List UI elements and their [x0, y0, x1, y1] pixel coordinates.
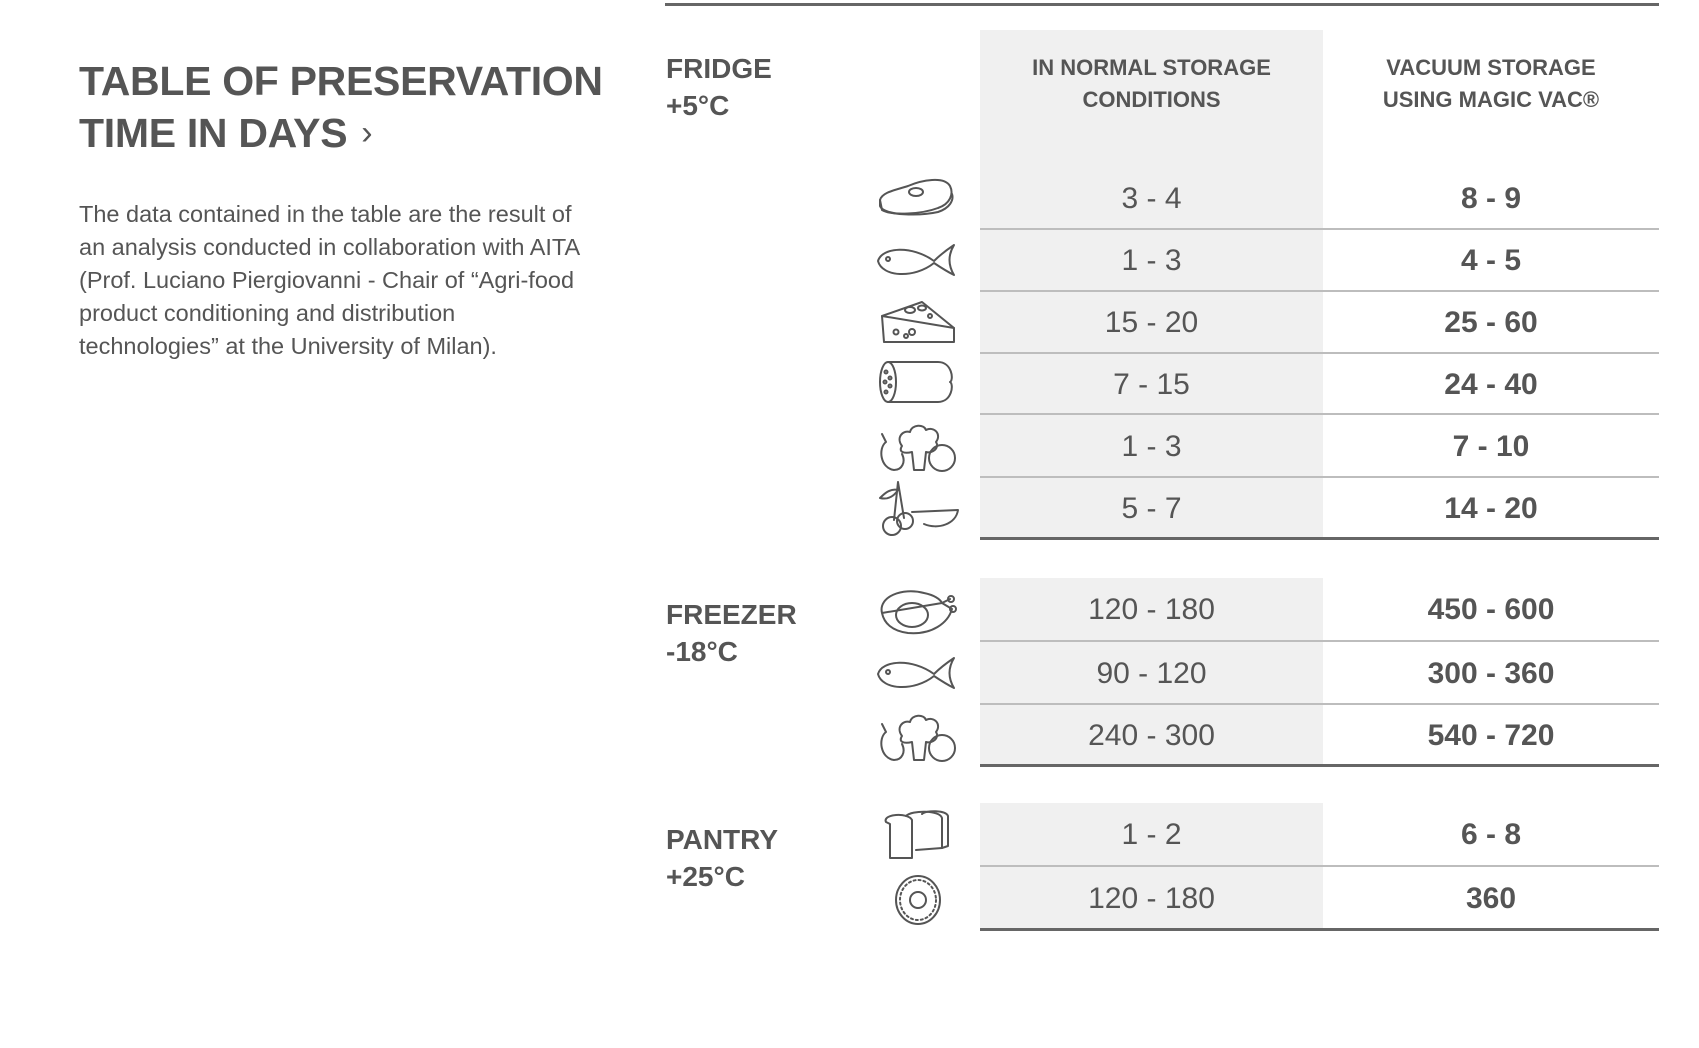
- column-header-normal: [980, 52, 1323, 116]
- vacuum-value: 8 - 9: [1460, 182, 1522, 215]
- section-temperature: -18°C: [666, 636, 738, 667]
- table-row: [980, 803, 1659, 867]
- cheese-icon: [872, 294, 962, 350]
- table-row: [980, 642, 1659, 705]
- description-paragraph: The data contained in the table are the result of an analysis conducted in collaboration with AITA (Prof. Luciano Piergiovanni - Chair of “Agri-food product conditioning and distribution technologies” at the University of Milan).: [79, 201, 579, 359]
- vacuum-value: 7 - 10: [1452, 429, 1530, 463]
- table-row: [980, 578, 1659, 642]
- page-title[interactable]: [79, 55, 639, 162]
- column-header-vacuum-line2: USING MAGIC VAC®: [1382, 87, 1600, 112]
- table-row: [980, 867, 1659, 931]
- table-row: [980, 478, 1659, 540]
- section-label-pantry: [666, 821, 778, 895]
- meat-steak-icon: [872, 170, 962, 226]
- section-name: PANTRY: [666, 824, 778, 855]
- vacuum-value: 4 - 5: [1460, 244, 1522, 277]
- normal-value: 1 - 3: [1121, 244, 1182, 277]
- normal-value: 120 - 180: [1088, 593, 1215, 626]
- column-header-vacuum-line1: VACUUM STORAGE: [1386, 55, 1596, 80]
- normal-value: 1 - 2: [1121, 818, 1182, 851]
- section-label-freezer: [666, 596, 797, 670]
- vacuum-value: 6 - 8: [1460, 818, 1522, 851]
- table-row: [980, 168, 1659, 230]
- section-label-fridge: [666, 50, 772, 124]
- column-header-normal-line1: IN NORMAL STORAGE: [1032, 55, 1271, 80]
- normal-value: 240 - 300: [1088, 719, 1215, 752]
- section-name: FRIDGE: [666, 53, 772, 84]
- section-temperature: +25°C: [666, 861, 745, 892]
- section-temperature: +5°C: [666, 90, 730, 121]
- table-row: [980, 230, 1659, 292]
- table-row: [980, 354, 1659, 415]
- normal-value: 5 - 7: [1121, 492, 1182, 525]
- normal-value: 7 - 15: [1113, 367, 1190, 401]
- fish-icon: [872, 233, 962, 289]
- column-header-normal-line2: CONDITIONS: [1082, 87, 1221, 112]
- bread-icon: [872, 808, 962, 864]
- vacuum-value: 300 - 360: [1427, 656, 1555, 690]
- title-line-2: TIME IN DAYS: [79, 110, 348, 156]
- vacuum-value: 540 - 720: [1427, 719, 1555, 752]
- table-top-rule: [665, 3, 1659, 6]
- section-bottom-rule: [980, 537, 1659, 540]
- vacuum-value: 24 - 40: [1444, 367, 1538, 401]
- normal-value: 90 - 120: [1096, 656, 1207, 690]
- normal-value: 1 - 3: [1121, 429, 1182, 463]
- section-name: FREEZER: [666, 599, 797, 630]
- section-bottom-rule: [980, 764, 1659, 767]
- section-bottom-rule: [980, 928, 1659, 931]
- vacuum-value: 360: [1465, 882, 1517, 915]
- biscuit-ring-icon: [872, 872, 962, 928]
- poultry-icon: [872, 583, 962, 639]
- column-header-vacuum: [1323, 52, 1659, 116]
- fruit-icon: [872, 480, 962, 536]
- normal-value: 3 - 4: [1121, 182, 1182, 215]
- table-row: [980, 415, 1659, 478]
- vacuum-value: 14 - 20: [1444, 492, 1538, 525]
- normal-value: 15 - 20: [1104, 306, 1199, 339]
- vegetables-icon: [872, 418, 962, 474]
- vacuum-value: 25 - 60: [1444, 306, 1538, 339]
- table-row: [980, 292, 1659, 354]
- title-line-1: TABLE OF PRESERVATION: [79, 58, 603, 104]
- chevron-right-icon[interactable]: ›: [361, 114, 373, 152]
- vacuum-value: 450 - 600: [1427, 593, 1555, 626]
- salami-icon: [872, 354, 962, 410]
- table-row: [980, 705, 1659, 767]
- fish-icon: [872, 646, 962, 702]
- vegetables-icon: [872, 708, 962, 764]
- normal-value: 120 - 180: [1088, 882, 1215, 915]
